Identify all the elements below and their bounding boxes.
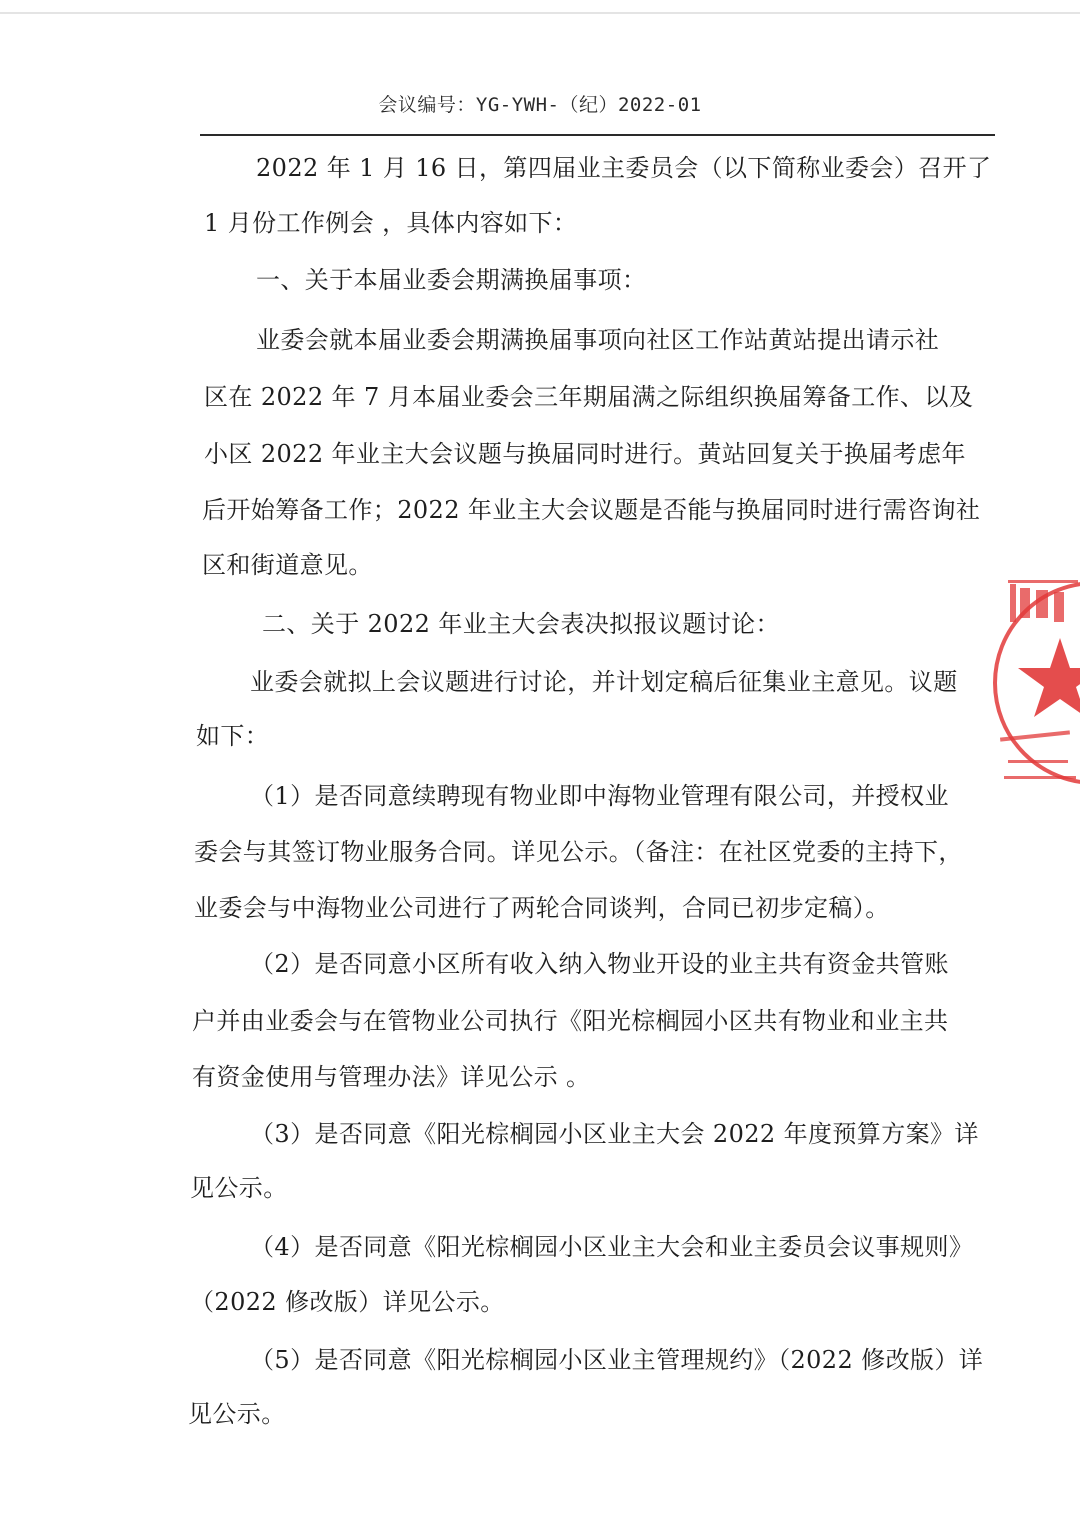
text-line: 区和街道意见。 <box>202 551 373 579</box>
list-item: （1）是否同意续聘现有物业即中海物业管理有限公司，并授权业 <box>250 782 949 810</box>
text-line: 小区 2022 年业主大会议题与换届同时进行。黄站回复关于换届考虑年 <box>204 440 966 468</box>
text-line: 有资金使用与管理办法》详见公示 。 <box>192 1063 591 1091</box>
scan-edge <box>0 12 1080 14</box>
text-line: 见公示。 <box>190 1174 288 1202</box>
list-item: （5）是否同意《阳光棕榈园小区业主管理规约》（2022 修改版）详 <box>250 1346 984 1374</box>
section-heading: 一、关于本届业委会期满换届事项： <box>256 266 647 294</box>
text-line: 见公示。 <box>188 1400 286 1428</box>
text-line: 如下： <box>196 722 270 750</box>
text-line: 区在 2022 年 7 月本届业委会三年期届满之际组织换届筹备工作、以及 <box>204 383 974 411</box>
list-item: （2）是否同意小区所有收入纳入物业开设的业主共有资金共管账 <box>250 950 949 978</box>
meeting-number: 会议编号：YG-YWH-（纪）2022-01 <box>378 94 702 116</box>
seal-graphic <box>990 568 1080 798</box>
list-item: （3）是否同意《阳光棕榈园小区业主大会 2022 年度预算方案》详 <box>250 1120 979 1148</box>
text-line: 业委会与中海物业公司进行了两轮合同谈判，合同已初步定稿）。 <box>194 894 890 922</box>
text-line: 委会与其签订物业服务合同。详见公示。（备注：在社区党委的主持下， <box>194 838 963 866</box>
text-line: 2022 年 1 月 16 日，第四届业主委员会（以下简称业委会）召开了 <box>256 154 992 182</box>
text-line: 业委会就本届业委会期满换届事项向社区工作站黄站提出请示社 <box>256 326 940 354</box>
official-seal <box>990 568 1080 798</box>
text-line: 1 月份工作例会 ，具体内容如下： <box>204 209 578 237</box>
text-line: （2022 修改版）详见公示。 <box>190 1288 505 1316</box>
text-line: 后开始筹备工作；2022 年业主大会议题是否能与换届同时进行需咨询社 <box>202 496 981 524</box>
header-rule <box>200 134 995 136</box>
text-line: 户并由业委会与在管物业公司执行《阳光棕榈园小区共有物业和业主共 <box>192 1007 949 1035</box>
section-heading: 二、关于 2022 年业主大会表决拟报议题讨论： <box>262 610 780 638</box>
list-item: （4）是否同意《阳光棕榈园小区业主大会和业主委员会议事规则》 <box>250 1233 974 1261</box>
text-line: 业委会就拟上会议题进行讨论，并计划定稿后征集业主意见。议题 <box>250 668 958 696</box>
